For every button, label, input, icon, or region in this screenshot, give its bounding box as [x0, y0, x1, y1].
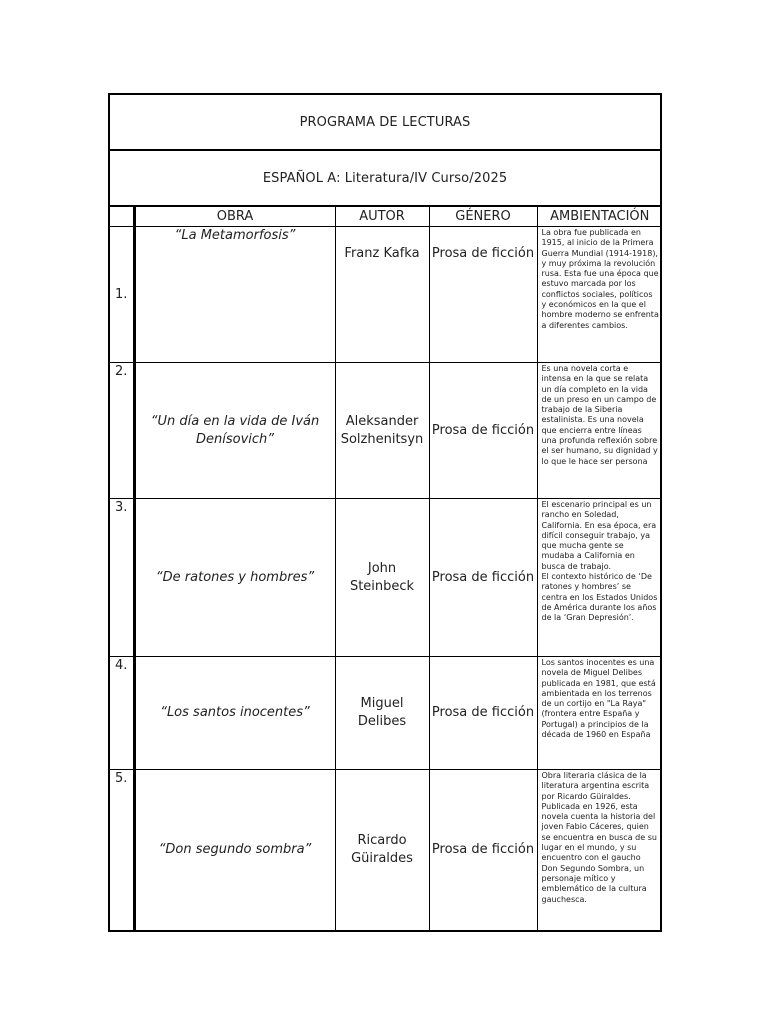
column-header-autor: AUTOR	[335, 207, 429, 227]
row-ambientacion: El escenario principal es un rancho en Soledad, California. En esa época, era difícil conseguir trabajo, ya que mucha gente se mudaba a California en busca de trabajo. El contexto histórico de ‘De ratones y hombres’ se centra en los Estados Unidos de América durante los años de la ‘Gran Depresión’.	[537, 499, 662, 657]
document-title: PROGRAMA DE LECTURAS	[110, 95, 660, 151]
table-row	[110, 657, 662, 770]
reading-program-table	[108, 93, 662, 932]
row-genero: Prosa de ficción	[429, 657, 537, 770]
table-row	[110, 363, 662, 499]
row-genero: Prosa de ficción	[429, 770, 537, 930]
table-row	[110, 227, 662, 363]
row-obra: “La Metamorfosis”	[134, 227, 335, 363]
row-autor: Franz Kafka	[335, 227, 429, 363]
row-number: 3.	[110, 499, 134, 657]
column-header-ambientacion: AMBIENTACIÓN	[537, 207, 662, 227]
row-number: 5.	[110, 770, 134, 930]
row-number: 4.	[110, 657, 134, 770]
row-ambientacion: La obra fue publicada en 1915, al inicio de la Primera Guerra Mundial (1914-1918), y muy próxima la revolución rusa. Esta fue una época que estuvo marcada por los conflictos sociales, políticos y económicos en la que el hombre moderno se enfrenta a diferentes cambios.	[537, 227, 662, 363]
row-obra: “Los santos inocentes”	[134, 657, 335, 770]
row-ambientacion: Es una novela corta e intensa en la que se relata un día completo en la vida de un preso en un campo de trabajo de la Siberia estalinista. Es una novela que encierra entre líneas una profunda reflexión sobre el ser humano, su dignidad y lo que le hace ser persona	[537, 363, 662, 499]
column-header-number	[110, 207, 134, 227]
document-subtitle: ESPAÑOL A: Literatura/IV Curso/2025	[110, 151, 660, 207]
row-genero: Prosa de ficción	[429, 227, 537, 363]
row-obra: “Un día en la vida de Iván Denísovich”	[134, 363, 335, 499]
column-header-row	[110, 207, 662, 227]
row-ambientacion: Los santos inocentes es una novela de Miguel Delibes publicada en 1981, que está ambientada en los terrenos de un cortijo en "La Raya" (frontera entre España y Portugal) a principios de la década de 1960 en España	[537, 657, 662, 770]
row-obra: “De ratones y hombres”	[134, 499, 335, 657]
row-autor: John Steinbeck	[335, 499, 429, 657]
row-obra: “Don segundo sombra”	[134, 770, 335, 930]
row-autor: Miguel Delibes	[335, 657, 429, 770]
table-row	[110, 499, 662, 657]
row-autor: Ricardo Güiraldes	[335, 770, 429, 930]
column-header-genero: GÉNERO	[429, 207, 537, 227]
row-genero: Prosa de ficción	[429, 499, 537, 657]
column-header-obra: OBRA	[134, 207, 335, 227]
row-autor: Aleksander Solzhenitsyn	[335, 363, 429, 499]
row-number: 2.	[110, 363, 134, 499]
readings-table	[110, 207, 662, 930]
table-row	[110, 770, 662, 930]
row-number: 1.	[110, 227, 134, 363]
row-genero: Prosa de ficción	[429, 363, 537, 499]
row-ambientacion: Obra literaria clásica de la literatura argentina escrita por Ricardo Güiraldes. Publicada en 1926, esta novela cuenta la historia del joven Fabio Cáceres, quien se encuentra en busca de su lugar en el mundo, y su encuentro con el gaucho Don Segundo Sombra, un personaje mítico y emblemático de la cultura gauchesca.	[537, 770, 662, 930]
